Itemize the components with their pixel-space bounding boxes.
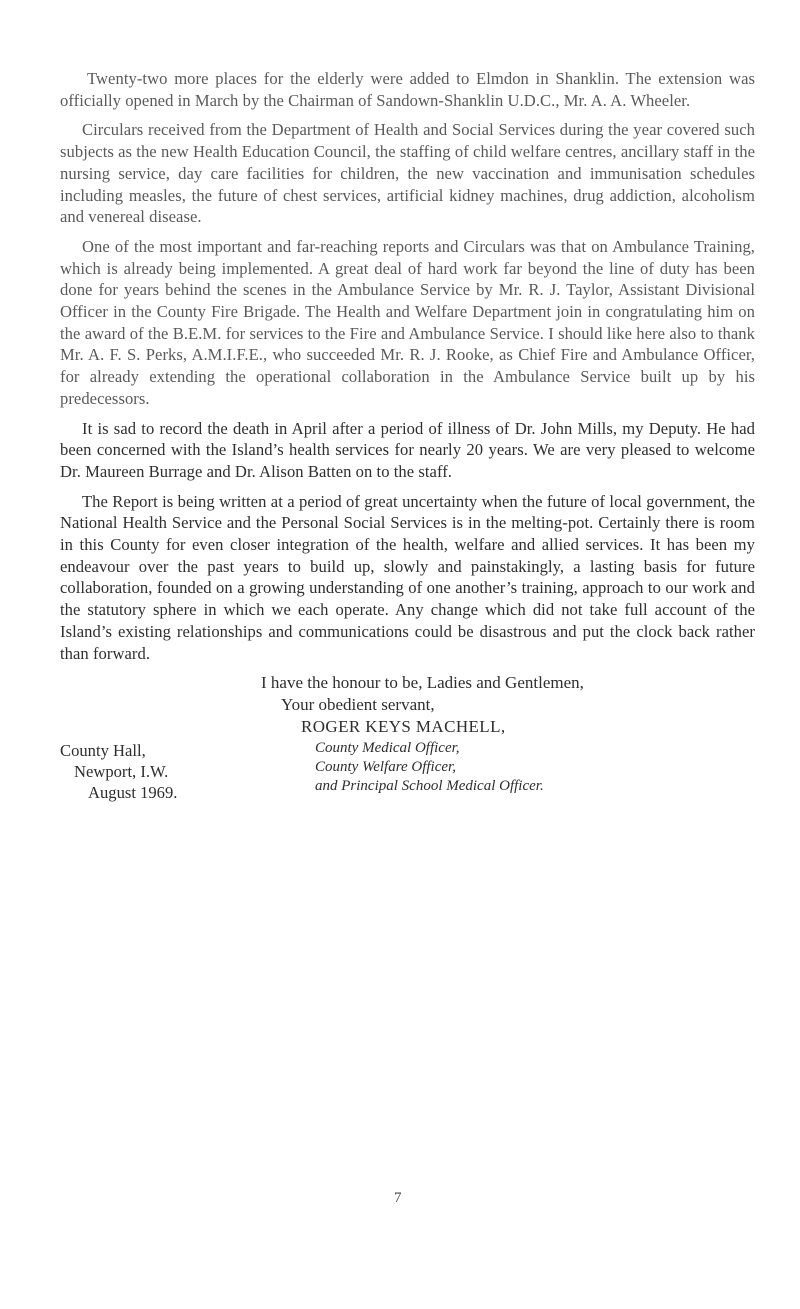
- signatory-name: ROGER KEYS MACHELL,: [301, 717, 506, 737]
- address-line-hall: County Hall,: [60, 741, 146, 761]
- paragraph-elmdon: Twenty-two more places for the elderly were added to Elmdon in Shanklin. The extension was officially opened in March by the Chairman of Sandown-Shanklin U.D.C., Mr. A. A. Wheeler.: [60, 69, 755, 110]
- closing-block: [60, 672, 755, 803]
- address-line-date: August 1969.: [88, 783, 178, 803]
- closing-honour-line: I have the honour to be, Ladies and Gentlemen,: [261, 673, 584, 693]
- paragraph-circulars: Circulars received from the Department of Health and Social Services during the year covered such subjects as the new Health Education Council, the staffing of child welfare centres, ancillary staff in the nursing service, day care facilities for children, the new vaccination and immunisation schedules including measles, the future of chest services, artificial kidney machines, drug addiction, alcoholism and venereal disease.: [60, 120, 755, 227]
- page-number: 7: [394, 1190, 402, 1206]
- closing-servant-line: Your obedient servant,: [281, 695, 435, 715]
- paragraph-ambulance-training: One of the most important and far-reaching reports and Circulars was that on Ambulance Training, which is already being implemented. A great deal of hard work far beyond the line of duty has been done for years behind the scenes in the Ambulance Service by Mr. R. J. Taylor, Assistant Divisional Officer in the County Fire Brigade. The Health and Welfare Department join in congratulating him on the award of the B.E.M. for services to the Fire and Ambulance Service. I should like here also to thank Mr. A. F. S. Perks, A.M.I.F.E., who succeeded Mr. R. J. Rooke, as Chief Fire and Ambulance Officer, for already extending the operational collaboration in the Ambulance Service built up by his predecessors.: [60, 236, 755, 408]
- paragraph-uncertainty: The Report is being written at a period of great uncertainty when the future of local government, the National Health Service and the Personal Social Services is in the melting-pot. Certainly there is room in this County for even closer integration of the health, welfare and allied services. It has been my endeavour over the past years to build up, slowly and painstakingly, a lasting basis for future collaboration, founded on a growing understanding of one another’s training, approach to our work and the statutory sphere in which we each operate. Any change which did not take full account of the Island’s existing relationships and communications could be disastrous and put the clock back rather than forward.: [60, 491, 755, 663]
- signatory-title-welfare: County Welfare Officer,: [315, 759, 456, 776]
- signatory-title-medical: County Medical Officer,: [315, 740, 460, 757]
- document-page: [60, 68, 755, 803]
- signatory-title-school: and Principal School Medical Officer.: [315, 778, 544, 795]
- paragraph-obituary: It is sad to record the death in April after a period of illness of Dr. John Mills, my Deputy. He had been concerned with the Island’s health services for nearly 20 years. We are very pleased to welcome Dr. Maureen Burrage and Dr. Alison Batten on to the staff.: [60, 418, 755, 481]
- address-line-town: Newport, I.W.: [74, 762, 169, 782]
